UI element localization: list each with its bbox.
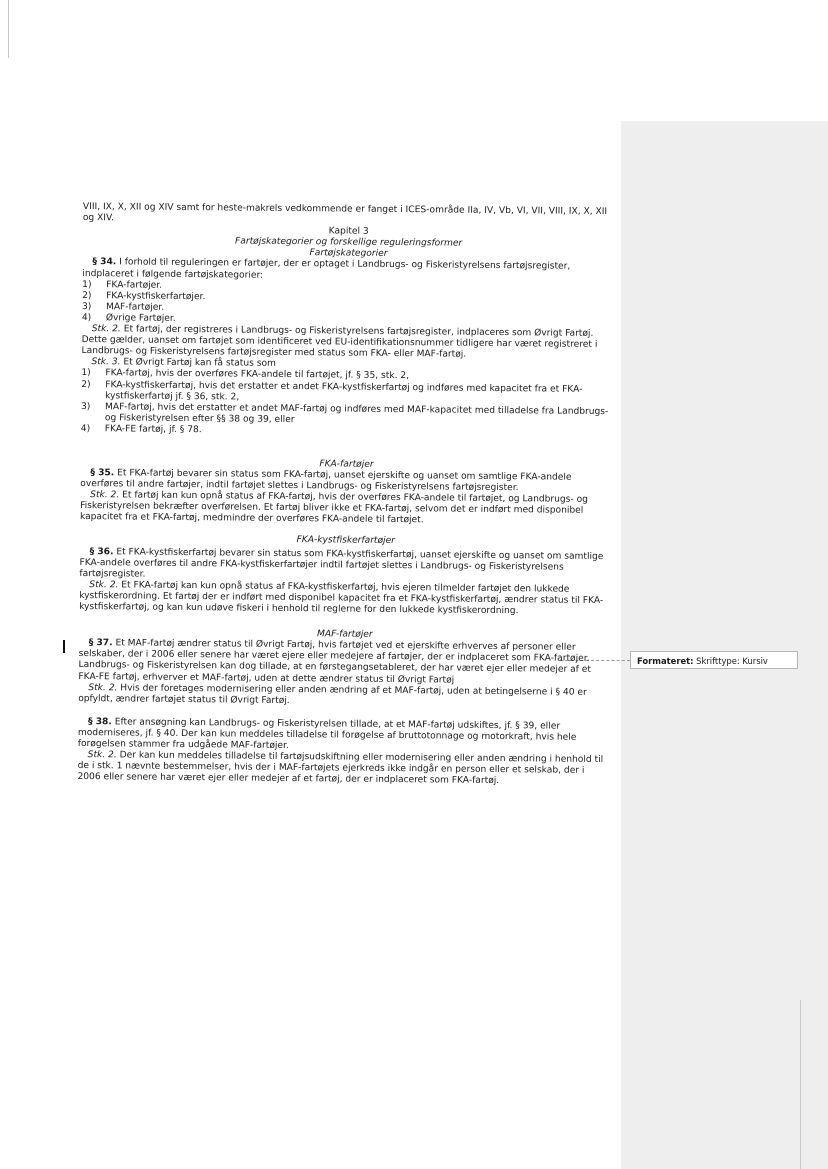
list-item: 3) MAF-fartøj, hvis det erstatter et andet MAF-fartøj og indføres med MAF-kapacitet med tilladelse fra Landbrugs- og Fiskeristyrelsen efter §§ 38 og 39, eller	[80, 401, 609, 425]
category-list	[82, 280, 614, 329]
list-item: 2) FKA-kystfiskerfartøj, hvis det erstatter et andet FKA-kystfiskerfartøj og indføres med kapacitet fra et FKA-kystfiskerfartøj jf. § 36, stk. 2,	[81, 379, 583, 403]
comment-margin-pane	[621, 121, 828, 1169]
chapter-title: Fartøjskategorier og forskellige reguleringsformer	[234, 236, 463, 249]
intro-paragraph: VIII, IX, X, XII og XIV samt for heste-makrels vedkommende er fanget i ICES-område IIa, IV, Vb, VI, VII, VIII, IX, X, XII og XIV.	[82, 202, 608, 224]
section-heading-fka-fartojer: FKA-fartøjer	[319, 459, 374, 470]
section-number: § 34.	[92, 257, 117, 268]
paragraph-35: § 35. Et FKA-fartøj bevarer sin status som FKA-fartøj, uanset ejerskifte og uanset om samtlige FKA-andele overføres til andre fartøjer, indtil fartøjet slettes i Landbrugs- og Fiskeristyrelsens fartøjsregister.	[80, 468, 572, 494]
scan-edge-line	[800, 1000, 801, 1169]
section-heading-fka-kystfiskerfartojer: FKA-kystfiskerfartøjer	[296, 534, 396, 546]
document-page-text	[77, 202, 615, 788]
comment-text: Skrifttype: Kursiv	[696, 656, 768, 666]
paragraph-37-stk2: Stk. 2. Hvis der foretages modernisering eller anden ændring af et MAF-fartøj, uden at betingelserne i § 40 er opfyldt, ændrer fartøjet status til Øvrigt Fartøj.	[78, 682, 587, 706]
section-heading-maf-fartojer: MAF-fartøjer	[317, 629, 373, 640]
paragraph-38-stk2: Stk. 2. Der kan kun meddeles tilladelse til fartøjsudskiftning eller modernisering eller anden ændring i henhold til de i stk. 1 nævnte bestemmelser, hvis der i MAF-fartøjets ejerkreds ikke indgår en person eller et selskab, der i 2006 eller senere har været ejer eller medejer af et fartøj, der er indplaceret som FKA-fartøj.	[77, 750, 604, 787]
section-heading-fartojskategorier: Fartøjskategorier	[309, 248, 388, 260]
scan-edge-line	[8, 0, 9, 58]
list-item: 4) Øvrige Fartøjer.	[81, 312, 176, 324]
paragraph-35-stk2: Stk. 2. Et fartøj kan kun opnå status af FKA-fartøj, hvis der overføres FKA-andele til fartøjet, og Landbrugs- og Fiskeristyrelsen bekræfter overførelsen. Et fartøj bliver ikke et FKA-fartøj, selvom det er indført med disponibel kapacitet fra et FKA-fartøj, medmindre der overføres FKA-andele til fartøjet.	[79, 490, 589, 526]
formatting-comment-balloon[interactable]	[630, 651, 798, 669]
list-item: 4) FKA-FE fartøj, jf. § 78.	[80, 423, 202, 436]
paragraph-36: § 36. Et FKA-kystfiskerfartøj bevarer sin status som FKA-kystfiskerfartøj, uanset ejerskifte og uanset om samtlige FKA-andele overføres til andre FKA-kystfiskerfartøjer indtil fartøjet slettes i Landbrugs- og Fiskeristyrelsens fartøjsregister.	[79, 546, 604, 580]
status-list	[81, 368, 614, 440]
paragraph-text: I forhold til reguleringen er fartøjer, der er optaget i Landbrugs- og Fiskeristyrelsens fartøjsregister, indplaceret i følgende fartøjskategorier:	[82, 257, 571, 281]
list-item: 1) FKA-fartøj, hvis der overføres FKA-andele til fartøjet, jf. § 35, stk. 2,	[81, 368, 410, 382]
comment-label: Formateret:	[637, 656, 694, 666]
list-item: 2) FKA-kystfiskerfartøjer.	[82, 290, 206, 302]
change-bar	[63, 640, 65, 653]
list-item: 1) FKA-fartøjer.	[82, 279, 163, 291]
chapter-label: Kapitel 3	[328, 226, 369, 237]
paragraph-34-stk3: Stk. 3. Et Øvrigt Fartøj kan få status som	[91, 357, 276, 370]
paragraph-36-stk2: Stk. 2. Et FKA-fartøj kan kun opnå status af FKA-kystfiskerfartøj, hvis ejeren tilmelder fartøjet den lukkede kystfiskerordning. Et fartøj der er indført med disponibel kapacitet fra et FKA-kystfiskerfartøj, ændrer status til FKA-kystfiskerfartøj, og kan kun udøve fiskeri i henhold til reglerne for den lukkede kystfiskerordning.	[79, 579, 604, 617]
paragraph-38: § 38. Efter ansøgning kan Landbrugs- og Fiskeristyrelsen tillade, at et MAF-fartøj udskiftes, jf. § 39, eller moderniseres, jf. § 40. Der kan kun meddeles tilladelse til forøgelse af bruttotonnage og motorkraft, hvis hele forøgelsen stammer fra udgåede MAF-fartøjer.	[77, 716, 577, 752]
paragraph-34-stk2: Stk. 2. Et fartøj, der registreres i Landbrugs- og Fiskeristyrelsens fartøjsregister, indplaceres som Øvrigt Fartøj. Dette gælder, uanset om fartøjet som identificeret ved EU-identifikationsnummer tidligere har været registreret i Landbrugs- og Fiskeristyrelsens fartøjsregister med status som FKA- eller MAF-fartøj.	[81, 324, 598, 360]
list-item: 3) MAF-fartøjer.	[81, 301, 165, 313]
paragraph-37: § 37. Et MAF-fartøj ændrer status til Øvrigt Fartøj, hvis fartøjet ved et ejerskifte erhverves af personer eller selskaber, der i 2006 eller senere har været ejere eller medejere af fartøjer, der er indplaceret som FKA-fartøjer. Landbrugs- og Fiskeristyrelsen kan dog tillade, at en førstegangsetableret, der har været ejer eller medejer af et FKA-FE fartøj, erhverver et MAF-fartøj, uden at dette ændrer status til Øvrigt Fartøj	[78, 638, 591, 686]
